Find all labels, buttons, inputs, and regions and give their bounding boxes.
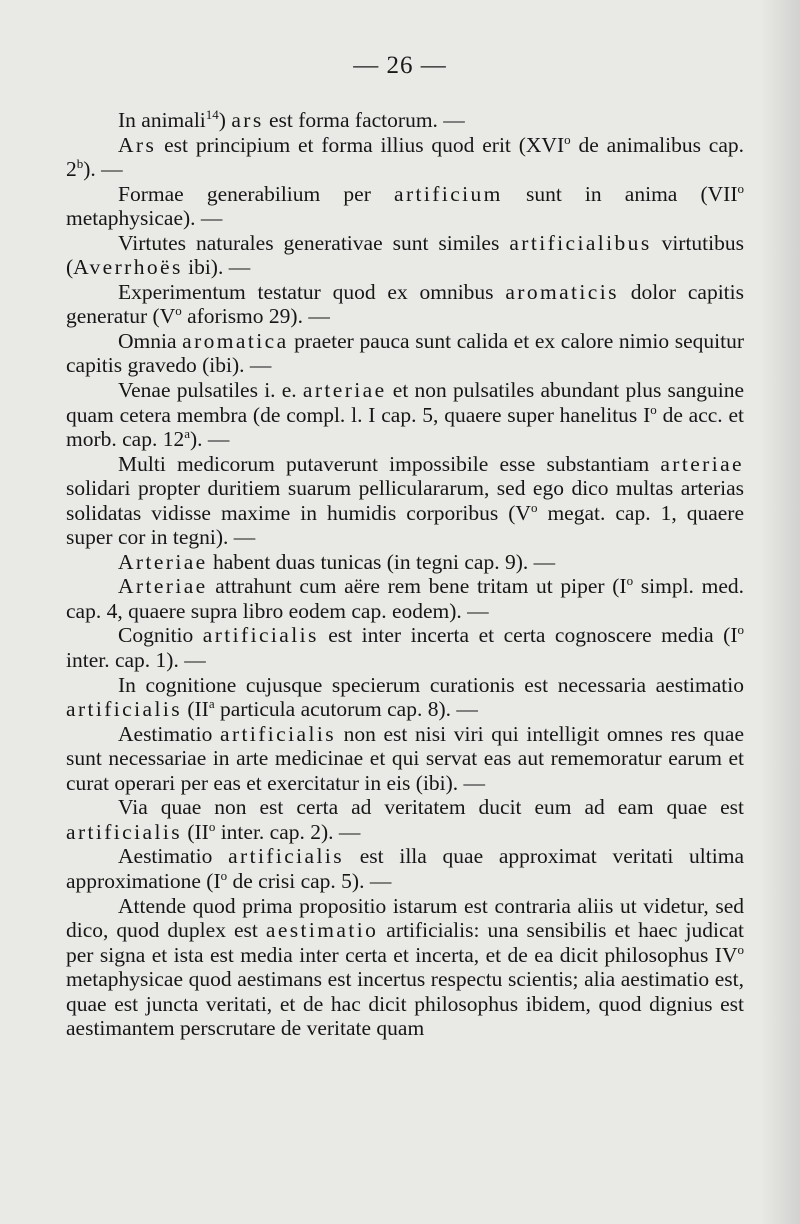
paragraph [66, 574, 744, 623]
text-run: habent duas tunicas (in tegni cap. 9). — [207, 549, 556, 574]
spaced-term: Averrhoës [73, 255, 183, 280]
text-run: Multi medicorum putaverunt impossibile esse substantiam [118, 451, 661, 476]
text-run: ). — [190, 427, 230, 452]
text-run: Aestimatio [118, 844, 229, 869]
superscript: a [208, 695, 215, 711]
text-run: Cognitio [118, 623, 203, 648]
text-run: non est nisi viri qui intelligit omnes res quae sunt necessariae in arte medicinae et qui servat eas aut rememoratur earum et curat operari per eas et exercitatur in eis (ibi). — [66, 721, 744, 795]
text-run: de animalibus cap. 2 [66, 132, 744, 182]
text-run: particula acutorum cap. 8). — [214, 697, 478, 722]
body-text [66, 108, 744, 1041]
text-run: ibi). — [182, 255, 251, 280]
spaced-term: Ars [118, 132, 157, 157]
superscript: o [737, 941, 744, 957]
spaced-term: artificium [394, 181, 503, 206]
superscript: o [564, 131, 571, 147]
text-run: est principium et forma illius quod erit (XVI [156, 132, 565, 157]
paragraph [66, 378, 744, 452]
paragraph [66, 280, 744, 329]
paragraph [66, 623, 744, 672]
paragraph [66, 108, 744, 133]
text-run: In cognitione cujusque specierum curationis est necessaria aestimatio [118, 672, 744, 697]
text-run: dolor capitis generatur (V [66, 279, 744, 329]
text-run: de acc. et morb. cap. 12 [66, 402, 745, 452]
paragraph [66, 231, 744, 280]
text-run: attrahunt cum aëre rem bene tritam ut piper (I [207, 574, 627, 599]
text-run: virtutibus ( [66, 230, 744, 280]
superscript: 14 [205, 106, 219, 122]
page-number: — 26 — [353, 52, 447, 79]
page-edge-shadow [760, 0, 800, 1224]
text-run: Omnia [118, 328, 183, 353]
text-run: sunt in anima (VII [502, 181, 738, 206]
spaced-term: artificialis [66, 819, 182, 844]
paragraph [66, 452, 744, 550]
paragraph [66, 550, 744, 575]
superscript: o [175, 303, 182, 319]
paragraph [66, 844, 744, 893]
text-run: solidari propter duritiem suarum pelliculararum, sed ego dico multas arterias solidatas vidisse maxime in humidis corporibus (V [66, 476, 744, 525]
text-run: Via quae non est certa ad veritatem ducit eum ad eam quae est [118, 795, 744, 820]
text-run: inter. cap. 1). — [66, 648, 206, 673]
spaced-term: ars [231, 108, 264, 132]
superscript: o [650, 401, 657, 417]
spaced-term: Arteriae [118, 574, 208, 599]
text-run: de crisi cap. 5). — [227, 868, 392, 893]
superscript: o [530, 499, 538, 515]
paragraph [66, 329, 744, 378]
text-run: est illa quae approximat veritati ultima approximatione (I [66, 844, 744, 893]
text-run: Attende quod prima propositio istarum est contraria aliis ut videtur, sed dico, quod duplex est [66, 893, 744, 943]
text-run: et non pulsatiles abundant plus sanguine quam cetera membra (de compl. l. I cap. 5, quaere super hanelitus I [66, 378, 744, 427]
spaced-term: aromatica [182, 328, 289, 353]
superscript: o [737, 622, 744, 638]
paragraph [66, 795, 744, 844]
superscript: a [184, 425, 190, 441]
text-run: Experimentum testatur quod ex omnibus [118, 279, 506, 304]
superscript: o [737, 180, 744, 196]
spaced-term: artificialibus [509, 230, 652, 255]
text-run: praeter pauca sunt calida et ex calore nimio sequitur capitis gravedo (ibi). — [66, 328, 744, 378]
paragraph [66, 673, 744, 722]
paragraph [66, 894, 744, 1041]
text-run: (II [181, 697, 209, 722]
text-run: artificialis: una sensibilis et haec judicat per signa et ista est media inter certa et incerta, et de ea dicit philosophus IV [66, 918, 745, 967]
text-run: In animali [118, 108, 206, 132]
text-run: metaphysicae quod aestimans est incertus respectu scientis; alia aestimatio est, quae est juncta veritati, et de hac dicit philosophus ibidem, quod dignius est aestimantem perscrutare de veritate quam [66, 967, 744, 1041]
text-run: megat. cap. 1, quaere super cor in tegni). — [66, 500, 745, 550]
superscript: o [626, 573, 634, 589]
paragraph [66, 722, 744, 796]
spaced-term: artificialis [202, 623, 319, 648]
spaced-term: artificialis [220, 721, 336, 746]
text-run: Formae generabilium per [118, 181, 395, 206]
superscript: o [208, 818, 216, 834]
spaced-term: arteriae [660, 451, 744, 476]
text-run: metaphysicae). — [66, 206, 223, 231]
text-run: ) [218, 108, 232, 132]
text-run: Venae pulsatiles i. e. [118, 378, 303, 403]
text-run: aforismo 29). — [181, 304, 330, 329]
spaced-term: aestimatio [265, 918, 379, 943]
text-run: est forma factorum. — [263, 108, 465, 132]
text-run: simpl. med. cap. 4, quaere supra libro eodem cap. eodem). — [66, 574, 744, 623]
spaced-term: artificialis [228, 844, 345, 869]
text-run: Virtutes naturales generativae sunt similes [118, 230, 510, 255]
spaced-term: artificialis [66, 697, 182, 722]
superscript: o [220, 867, 228, 883]
text-run: Aestimatio [118, 721, 220, 746]
text-run: inter. cap. 2). — [215, 819, 361, 844]
paragraph [66, 133, 744, 182]
spaced-term: Arteriae [118, 549, 208, 574]
spaced-term: aromaticis [505, 279, 619, 304]
text-run: (II [181, 819, 209, 844]
text-run: est inter incerta et certa cognoscere media (I [318, 623, 738, 648]
spaced-term: arteriae [302, 378, 387, 403]
paragraph [66, 182, 744, 231]
text-run: ). — [83, 157, 123, 182]
superscript: b [76, 155, 84, 171]
